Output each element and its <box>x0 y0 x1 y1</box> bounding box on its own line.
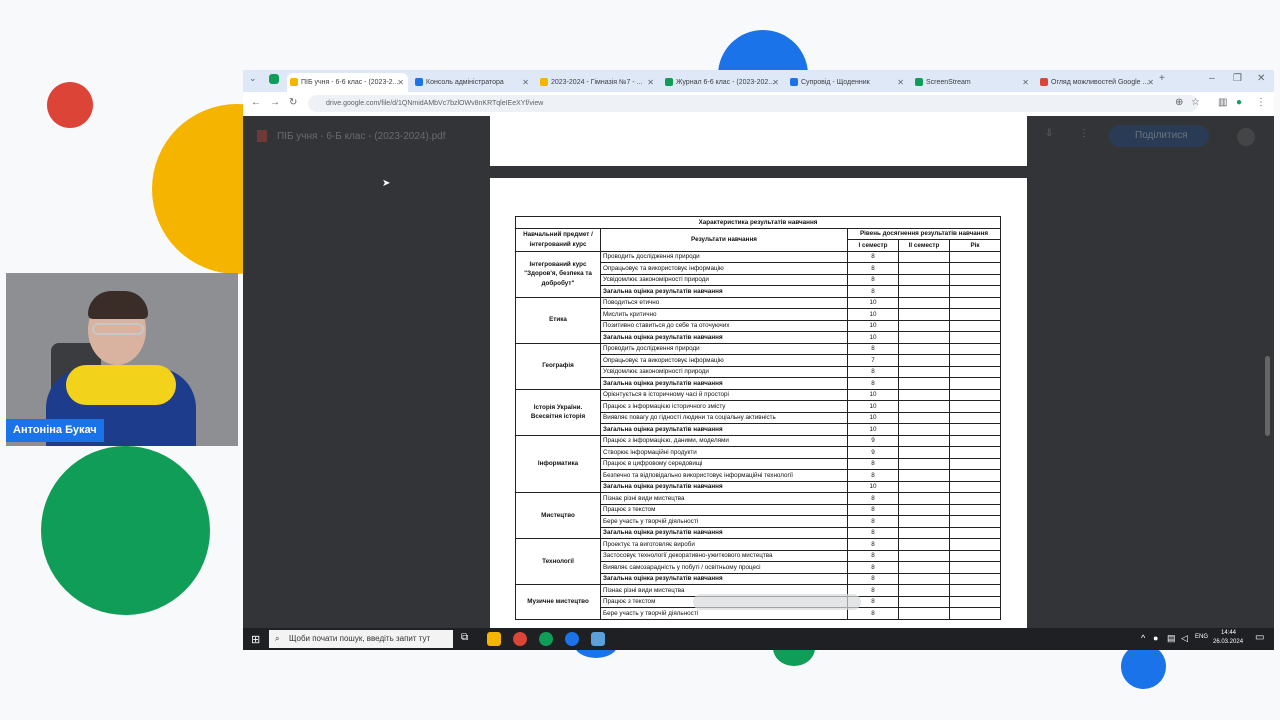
sem2-score-cell <box>899 343 950 355</box>
sem1-score-cell: 10 <box>848 389 899 401</box>
person-hair <box>88 291 148 319</box>
sem2-score-cell <box>899 596 950 608</box>
subject-cell: Історія України. Всесвітня історія <box>516 389 601 435</box>
year-score-cell <box>950 297 1001 309</box>
sem2-score-cell <box>899 274 950 286</box>
sem1-score-cell: 10 <box>848 320 899 332</box>
share-button[interactable] <box>1109 125 1209 147</box>
tab-label: Консоль адміністратора <box>426 79 504 86</box>
taskbar-search-icon: ⌕ <box>275 634 280 643</box>
green-decor-circle <box>41 446 210 615</box>
minimize-icon[interactable]: – <box>1209 73 1215 84</box>
sem2-score-cell <box>899 573 950 585</box>
restore-icon[interactable]: ❐ <box>1233 73 1242 84</box>
tab-4[interactable] <box>787 73 908 92</box>
result-cell: Бере участь у творчій діяльності <box>601 608 848 620</box>
sem2-score-cell <box>899 332 950 344</box>
tab-label: Огляд можливостей Google ... <box>1051 79 1149 86</box>
result-cell: Працює з інформацією історичного змісту <box>601 401 848 413</box>
taskbar-search-input[interactable] <box>269 630 453 648</box>
year-score-cell <box>950 447 1001 459</box>
sem2-score-cell <box>899 447 950 459</box>
tab-label: Супровід - Щоденник <box>801 79 870 86</box>
result-cell: Загальна оцінка результатів навчання <box>601 286 848 298</box>
year-score-cell <box>950 435 1001 447</box>
year-score-cell <box>950 562 1001 574</box>
tab-close-icon[interactable]: ✕ <box>1147 78 1154 87</box>
clock-time[interactable]: 14:44 <box>1221 630 1237 636</box>
table-row <box>516 389 1001 401</box>
sem1-score-cell: 8 <box>848 585 899 597</box>
result-cell: Усвідомлює закономірності природи <box>601 274 848 286</box>
tray-volume-icon[interactable]: ◁ <box>1181 633 1188 643</box>
tab-close-icon[interactable]: ✕ <box>522 78 529 87</box>
result-cell: Позитивно ставиться до себе та оточуючих <box>601 320 848 332</box>
sem2-score-cell <box>899 412 950 424</box>
result-cell: Усвідомлює закономірності природи <box>601 366 848 378</box>
clock-date[interactable]: 26.03.2024 <box>1213 639 1244 645</box>
subject-cell: Етика <box>516 297 601 343</box>
docs-icon <box>790 78 798 86</box>
forward-icon[interactable]: → <box>270 97 280 108</box>
tab-3[interactable] <box>662 73 783 92</box>
sem1-score-cell: 9 <box>848 447 899 459</box>
sem2-score-cell <box>899 539 950 551</box>
profile-icon[interactable]: ● <box>1236 97 1243 108</box>
sem1-score-cell: 8 <box>848 263 899 275</box>
table-row <box>516 493 1001 505</box>
year-score-cell <box>950 573 1001 585</box>
chrome-icon-3[interactable] <box>565 632 579 646</box>
year-score-cell <box>950 378 1001 390</box>
sem2-score-cell <box>899 401 950 413</box>
tab-label: 2023-2024 - Гімназія №7 - ... <box>551 79 643 86</box>
sem1-score-cell: 10 <box>848 424 899 436</box>
sem1-score-cell: 8 <box>848 493 899 505</box>
sem2-score-cell <box>899 309 950 321</box>
scarf-shape <box>66 365 176 405</box>
pdf-file-icon <box>257 130 267 142</box>
sem1-score-cell: 10 <box>848 481 899 493</box>
tab-close-icon[interactable]: ✕ <box>647 78 654 87</box>
sem2-score-cell <box>899 527 950 539</box>
table-row <box>516 435 1001 447</box>
notifications-icon[interactable]: ▭ <box>1255 632 1265 643</box>
result-cell: Опрацьовує та використовує інформацію <box>601 355 848 367</box>
sem2-score-cell <box>899 562 950 574</box>
sem1-score-cell: 10 <box>848 401 899 413</box>
file-explorer-icon[interactable] <box>487 632 501 646</box>
subject-header: Навчальний предмет / інтегрований курс <box>516 228 601 251</box>
sidepanel-icon[interactable]: ▥ <box>1218 97 1228 108</box>
sem2-score-cell <box>899 286 950 298</box>
sheets-icon <box>665 78 673 86</box>
sem1-score-cell: 8 <box>848 470 899 482</box>
result-cell: Пізнає різні види мистецтва <box>601 585 848 597</box>
sem2-score-cell <box>899 504 950 516</box>
year-score-cell <box>950 412 1001 424</box>
glasses-shape <box>92 323 144 335</box>
tab-strip <box>243 70 1274 92</box>
sem1-score-cell: 8 <box>848 608 899 620</box>
sem1-score-cell: 8 <box>848 562 899 574</box>
sem1-score-cell: 8 <box>848 343 899 355</box>
result-cell: Поводиться етично <box>601 297 848 309</box>
result-cell: Проектує та виготовляє вироби <box>601 539 848 551</box>
account-avatar[interactable] <box>1237 128 1255 146</box>
year-score-cell <box>950 458 1001 470</box>
table-row <box>516 251 1001 263</box>
app-icon[interactable] <box>591 632 605 646</box>
sem2-score-cell <box>899 516 950 528</box>
year-score-cell <box>950 585 1001 597</box>
sem1-score-cell: 9 <box>848 435 899 447</box>
year-score-cell <box>950 332 1001 344</box>
result-cell: Орієнтується в історичному часі й просторі <box>601 389 848 401</box>
blue-decor-circle-bottom <box>1121 644 1166 689</box>
year-score-cell <box>950 481 1001 493</box>
scrollbar[interactable] <box>1265 356 1270 436</box>
tab-1[interactable] <box>412 73 533 92</box>
subject-cell: Географія <box>516 343 601 389</box>
result-cell: Загальна оцінка результатів навчання <box>601 481 848 493</box>
drive-icon <box>540 78 548 86</box>
sem2-score-cell <box>899 470 950 482</box>
admin-icon <box>415 78 423 86</box>
sem2-score-cell <box>899 435 950 447</box>
more-icon[interactable]: ⋮ <box>1079 128 1089 139</box>
participant-name-tag: Антоніна Букач <box>6 419 104 442</box>
sem1-score-cell: 10 <box>848 332 899 344</box>
results-header: Результати навчання <box>601 228 848 251</box>
sem1-score-cell: 8 <box>848 516 899 528</box>
year-score-cell <box>950 309 1001 321</box>
sem2-score-cell <box>899 493 950 505</box>
year-score-cell <box>950 504 1001 516</box>
result-cell: Безпечно та відповідально використовує інформаційні технології <box>601 470 848 482</box>
pdf-page <box>490 178 1027 628</box>
year-score-cell <box>950 596 1001 608</box>
result-cell: Виявляє самозарадність у побуті / освітньому процесі <box>601 562 848 574</box>
year-score-cell <box>950 366 1001 378</box>
sem1-score-cell: 8 <box>848 504 899 516</box>
sheets-icon <box>915 78 923 86</box>
chrome-icon-2[interactable] <box>539 632 553 646</box>
sem1-score-cell: 8 <box>848 539 899 551</box>
download-icon[interactable]: ⇩ <box>1045 128 1054 139</box>
result-cell: Працює в цифровому середовищі <box>601 458 848 470</box>
year-score-cell <box>950 343 1001 355</box>
drive-icon <box>290 78 298 86</box>
tray-mic-icon[interactable]: ● <box>1153 633 1159 643</box>
windows-start-icon[interactable]: ⊞ <box>251 634 261 646</box>
reload-icon[interactable]: ↻ <box>289 97 298 108</box>
browser-window <box>243 70 1274 650</box>
year-score-cell <box>950 263 1001 275</box>
sem2-score-cell <box>899 481 950 493</box>
result-cell: Проводить дослідження природи <box>601 343 848 355</box>
address-bar-row <box>243 92 1274 116</box>
sem1-score-cell: 8 <box>848 366 899 378</box>
table-row <box>516 343 1001 355</box>
url-text: drive.google.com/file/d/1QNmidAMbVc7bzlOWv8nKRTqleIEeXYf/view <box>326 100 544 107</box>
file-title: ПІБ учня - 6-Б клас - (2023-2024).pdf <box>277 131 446 142</box>
sem1-score-cell: 8 <box>848 458 899 470</box>
sem1-score-cell: 10 <box>848 412 899 424</box>
bookmark-star-icon[interactable]: ☆ <box>1191 97 1200 108</box>
year-score-cell <box>950 286 1001 298</box>
year-score-cell <box>950 389 1001 401</box>
result-cell: Виявляє повагу до гідності людини та соціальну активність <box>601 412 848 424</box>
year-score-cell <box>950 550 1001 562</box>
sem2-score-cell <box>899 424 950 436</box>
result-cell: Працює з текстом <box>601 596 848 608</box>
tab-close-icon[interactable]: ✕ <box>1022 78 1029 87</box>
sem2-score-cell <box>899 320 950 332</box>
year-score-cell <box>950 320 1001 332</box>
result-cell: Працює з текстом <box>601 504 848 516</box>
sem2-score-cell <box>899 355 950 367</box>
tab-5[interactable] <box>912 73 1033 92</box>
year-score-cell <box>950 424 1001 436</box>
sem2-score-cell <box>899 297 950 309</box>
sem2-score-cell <box>899 263 950 275</box>
tab-2[interactable] <box>537 73 658 92</box>
close-icon[interactable]: ✕ <box>1257 73 1266 84</box>
tab-0[interactable] <box>287 73 408 92</box>
red-decor-circle <box>47 82 93 128</box>
subject-cell: Мистецтво <box>516 493 601 539</box>
sem1-score-cell: 7 <box>848 355 899 367</box>
language-indicator[interactable]: ENG <box>1195 634 1209 640</box>
sem2-score-cell <box>899 608 950 620</box>
sem1-score-cell: 8 <box>848 378 899 390</box>
year-score-cell <box>950 470 1001 482</box>
result-cell: Опрацьовує та використовує інформацію <box>601 263 848 275</box>
zoom-icon[interactable]: ⊕ <box>1175 97 1184 108</box>
pdf-page-previous <box>490 116 1027 166</box>
result-cell: Загальна оцінка результатів навчання <box>601 527 848 539</box>
year-score-cell <box>950 516 1001 528</box>
year-score-cell <box>950 608 1001 620</box>
tab-search-icon[interactable]: ⌄ <box>249 73 257 83</box>
result-cell: Застосовує технології декоративно-ужиткового мистецтва <box>601 550 848 562</box>
result-cell: Загальна оцінка результатів навчання <box>601 378 848 390</box>
sem1-score-cell: 8 <box>848 286 899 298</box>
tab-label: ScreenStream <box>926 79 971 86</box>
year-score-cell <box>950 539 1001 551</box>
table-title: Характеристика результатів навчання <box>516 217 1001 229</box>
result-cell: Проводить дослідження природи <box>601 251 848 263</box>
sem2-score-cell <box>899 550 950 562</box>
task-view-icon[interactable]: ⧉ <box>461 632 469 643</box>
year-score-cell <box>950 355 1001 367</box>
sem1-score-cell: 10 <box>848 309 899 321</box>
pdf-viewer <box>243 116 1274 628</box>
sem2-score-cell <box>899 366 950 378</box>
subject-cell: Інформатика <box>516 435 601 493</box>
sem2-score-cell <box>899 585 950 597</box>
subject-cell: Технології <box>516 539 601 585</box>
result-cell: Бере участь у творчій діяльності <box>601 516 848 528</box>
taskbar-search-text: Щоби почати пошук, введіть запит тут <box>289 634 431 643</box>
tab-label: Журнал 6-6 клас - (2023-202... <box>676 79 775 86</box>
sem2-score-cell <box>899 378 950 390</box>
sem1-score-cell: 8 <box>848 573 899 585</box>
level-header: Рівень досягнення результатів навчання <box>848 228 1001 240</box>
sheets-app-icon[interactable] <box>269 74 279 84</box>
pdf-zoom-toolbar[interactable] <box>693 594 861 610</box>
result-cell: Мислить критично <box>601 309 848 321</box>
sem1-score-cell: 8 <box>848 251 899 263</box>
year-score-cell <box>950 274 1001 286</box>
sem2-score-cell <box>899 251 950 263</box>
sem1-header: І семестр <box>848 240 899 252</box>
subject-cell: Інтегрований курс "Здоров'я, безпека та добробут" <box>516 251 601 297</box>
subject-cell: Музичне мистецтво <box>516 585 601 620</box>
sem2-score-cell <box>899 458 950 470</box>
results-table <box>515 216 1001 620</box>
tab-close-icon[interactable]: ✕ <box>772 78 779 87</box>
year-score-cell <box>950 527 1001 539</box>
tab-label: ПІБ учня - 6-6 клас - (2023-2... <box>301 79 399 86</box>
chrome-icon[interactable] <box>513 632 527 646</box>
sem2-header: ІІ семестр <box>899 240 950 252</box>
mouse-cursor-icon: ➤ <box>382 178 391 189</box>
result-cell: Загальна оцінка результатів навчання <box>601 573 848 585</box>
result-cell: Загальна оцінка результатів навчання <box>601 332 848 344</box>
year-score-cell <box>950 493 1001 505</box>
sem1-score-cell: 8 <box>848 596 899 608</box>
tab-close-icon[interactable]: ✕ <box>897 78 904 87</box>
sem2-score-cell <box>899 389 950 401</box>
tray-network-icon[interactable]: ▤ <box>1167 633 1176 643</box>
result-cell: Пізнає різні види мистецтва <box>601 493 848 505</box>
share-label: Поділитися <box>1135 130 1188 141</box>
result-cell: Створює інформаційні продукти <box>601 447 848 459</box>
new-tab-icon[interactable]: + <box>1159 73 1165 84</box>
year-score-cell <box>950 251 1001 263</box>
tab-close-icon[interactable]: ✕ <box>397 78 404 87</box>
menu-icon[interactable]: ⋮ <box>1256 97 1266 108</box>
sem1-score-cell: 10 <box>848 297 899 309</box>
sem1-score-cell: 8 <box>848 274 899 286</box>
web-icon <box>1040 78 1048 86</box>
table-row <box>516 539 1001 551</box>
result-cell: Працює з інформацією, даними, моделями <box>601 435 848 447</box>
table-row <box>516 297 1001 309</box>
back-icon[interactable]: ← <box>251 97 261 108</box>
tab-6[interactable] <box>1037 73 1158 92</box>
tray-chevron-icon[interactable]: ^ <box>1141 633 1146 643</box>
year-score-cell <box>950 401 1001 413</box>
sem1-score-cell: 8 <box>848 527 899 539</box>
result-cell: Загальна оцінка результатів навчання <box>601 424 848 436</box>
year-header: Рік <box>950 240 1001 252</box>
url-input[interactable] <box>308 95 1198 112</box>
windows-taskbar <box>243 628 1274 650</box>
sem1-score-cell: 8 <box>848 550 899 562</box>
